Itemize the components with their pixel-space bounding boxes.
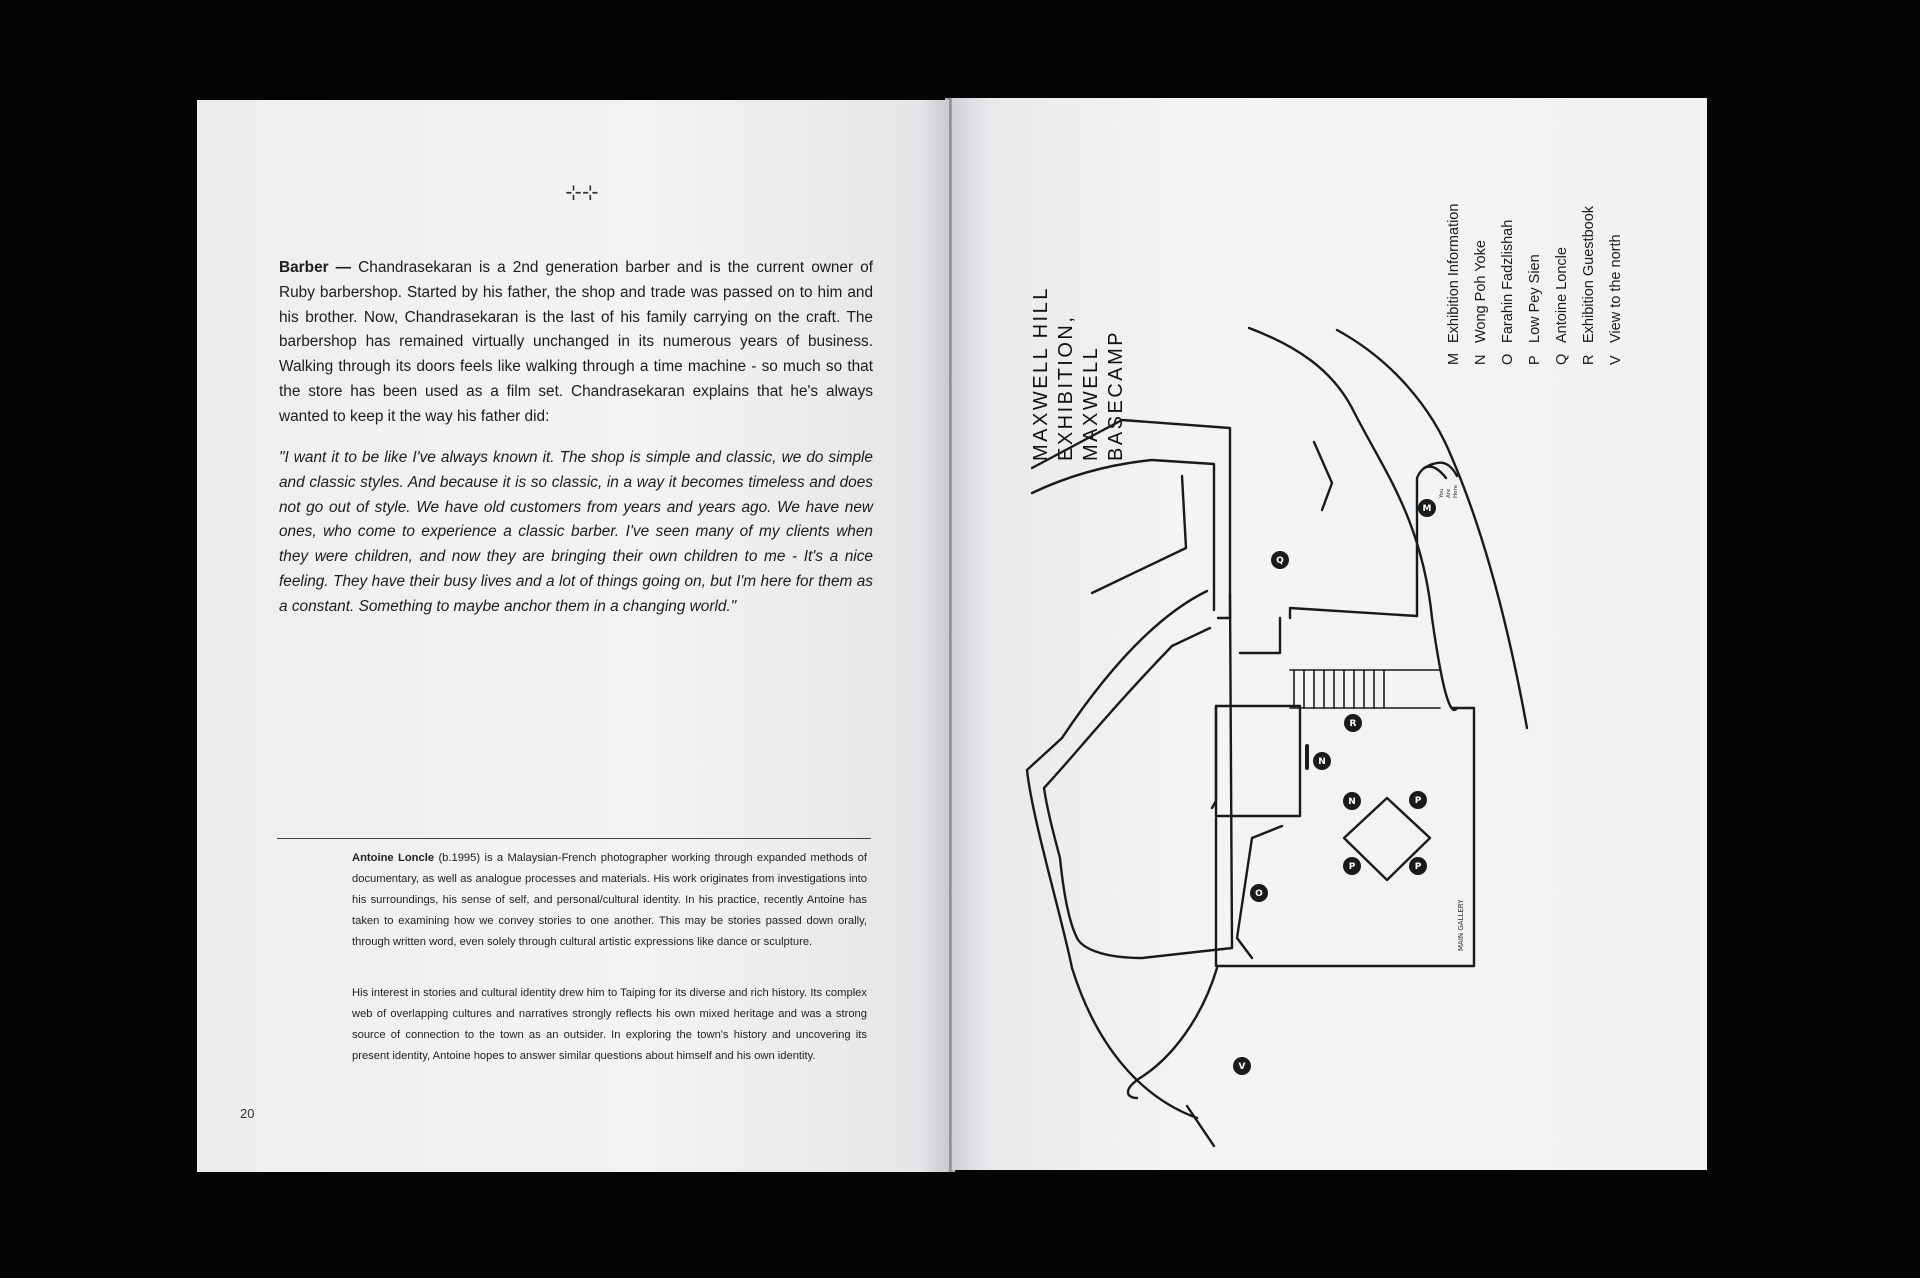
path-top-1 bbox=[1032, 420, 1230, 618]
body-text: Chandrasekaran is a 2nd generation barber and is the current owner of Ruby barbershop. Started by his father, the shop and trade was passed on to him and his brother. Now, Chandrasekaran is the last of his family carrying on the craft. The barbershop has remained virtually unchanged in its numerous years of business. Walking through its doors feels like walking through a time machine - so much so that the store has been used as a film set. Chandrasekaran explains that he's always wanted to keep it the way his father did: bbox=[279, 259, 874, 425]
svg-text:P: P bbox=[1348, 862, 1356, 872]
body-paragraph bbox=[279, 256, 873, 430]
path-east bbox=[1290, 467, 1446, 618]
marker-q bbox=[1271, 551, 1289, 569]
marker-n-2 bbox=[1343, 792, 1361, 810]
path-v bbox=[1128, 968, 1217, 1098]
marker-p-3 bbox=[1409, 857, 1427, 875]
legend-item-r: RExhibition Guestbook bbox=[1581, 205, 1597, 365]
marker-m bbox=[1418, 499, 1436, 517]
road-lower-2 bbox=[1044, 594, 1232, 958]
legend-item-p: PLow Pey Sien bbox=[1527, 254, 1543, 365]
bio-text-1: (b.1995) is a Malaysian-French photographer working through expanded methods of documentary, as well as analogue processes and materials. His work originates from investigations into his surroundings, his sense of self, and personal/cultural identity. In his practice, recently Antoine has taken to examining how we convey stories to one another. This may be stories passed down orally, through written word, even solely through cultural artistic expressions like dance or sculpture. bbox=[352, 852, 868, 948]
marker-r bbox=[1344, 714, 1362, 732]
bio-paragraph-2: His interest in stories and cultural identity drew him to Taiping for its diverse and rich history. Its complex web of overlapping cultures and narratives strongly reflects his own mixed heritage and was a strong source of connection to the town as an outsider. In exploring the town's history and uncovering its present identity, Antoine hopes to answer similar questions about himself and his own identity. bbox=[352, 987, 867, 1062]
svg-text:N: N bbox=[1348, 797, 1356, 807]
marker-n-1 bbox=[1313, 752, 1331, 770]
svg-text:O: O bbox=[1255, 889, 1263, 899]
svg-text:N: N bbox=[1318, 757, 1326, 767]
marker-p-1 bbox=[1409, 791, 1427, 809]
legend-item-m: MExhibition Information bbox=[1446, 203, 1462, 365]
svg-text:Here: Here bbox=[1453, 484, 1459, 498]
map-title-line-2: EXHIBITION, bbox=[1055, 314, 1077, 461]
path-m bbox=[1314, 442, 1332, 510]
marker-v bbox=[1233, 1057, 1251, 1075]
svg-text:V: V bbox=[1238, 1062, 1246, 1072]
legend-item-n: NWong Poh Yoke bbox=[1473, 240, 1489, 365]
path-east-tip bbox=[1424, 463, 1457, 476]
svg-text:R: R bbox=[1349, 719, 1357, 729]
path-top-2 bbox=[1032, 460, 1214, 610]
bio-name: Antoine Loncle bbox=[352, 852, 435, 864]
stairs bbox=[1290, 670, 1440, 708]
marker-o bbox=[1250, 884, 1268, 902]
road-line-2 bbox=[1337, 330, 1527, 728]
divider bbox=[277, 838, 871, 839]
legend-item-o: OFarahin Fadzlishah bbox=[1500, 219, 1516, 365]
svg-text:P: P bbox=[1414, 862, 1422, 872]
marker-p-2 bbox=[1343, 857, 1361, 875]
main-gallery-label: MAIN GALLERY bbox=[1457, 899, 1465, 951]
ornament-icon: ⊹⊹ bbox=[565, 182, 599, 204]
map-title-line-1: MAXWELL HILL bbox=[1030, 286, 1052, 461]
right-page bbox=[952, 98, 1707, 1170]
side-room bbox=[1216, 706, 1300, 816]
svg-text:Q: Q bbox=[1276, 556, 1284, 566]
legend-item-q: QAntoine Loncle bbox=[1554, 247, 1570, 365]
page-number: 20 bbox=[240, 1106, 255, 1121]
path-stairs-wall bbox=[1240, 618, 1280, 653]
you-are-here-label bbox=[1439, 484, 1459, 499]
svg-text:You: You bbox=[1439, 488, 1445, 498]
lead-label: Barber — bbox=[279, 259, 352, 276]
site-map bbox=[952, 98, 1707, 1170]
path-v-tip bbox=[1187, 1106, 1214, 1146]
legend-item-v: VView to the north bbox=[1608, 234, 1624, 365]
svg-text:P: P bbox=[1414, 796, 1422, 806]
svg-text:Are: Are bbox=[1446, 488, 1452, 498]
bio-paragraph-1 bbox=[352, 848, 867, 953]
map-title-line-3: MAXWELL bbox=[1080, 345, 1102, 461]
left-page bbox=[197, 100, 949, 1172]
path-q bbox=[1092, 476, 1186, 593]
map-title-line-4: BASECAMP bbox=[1105, 329, 1127, 461]
svg-text:M: M bbox=[1422, 504, 1432, 514]
quote-paragraph: "I want it to be like I've always known it. The shop is simple and classic, we do simple and classic styles. And because it is so classic, in a way it becomes timeless and does not go out of style. We have old customers from years and years ago. We have new ones, who come to experience a classic barber. I've seen many of my clients when they were children, and now they are bringing their own children to me - It's a nice feeling. They have their busy lives and a lot of things going on, but I'm here for them as a constant. Something to maybe anchor them in a changing world." bbox=[279, 449, 873, 615]
